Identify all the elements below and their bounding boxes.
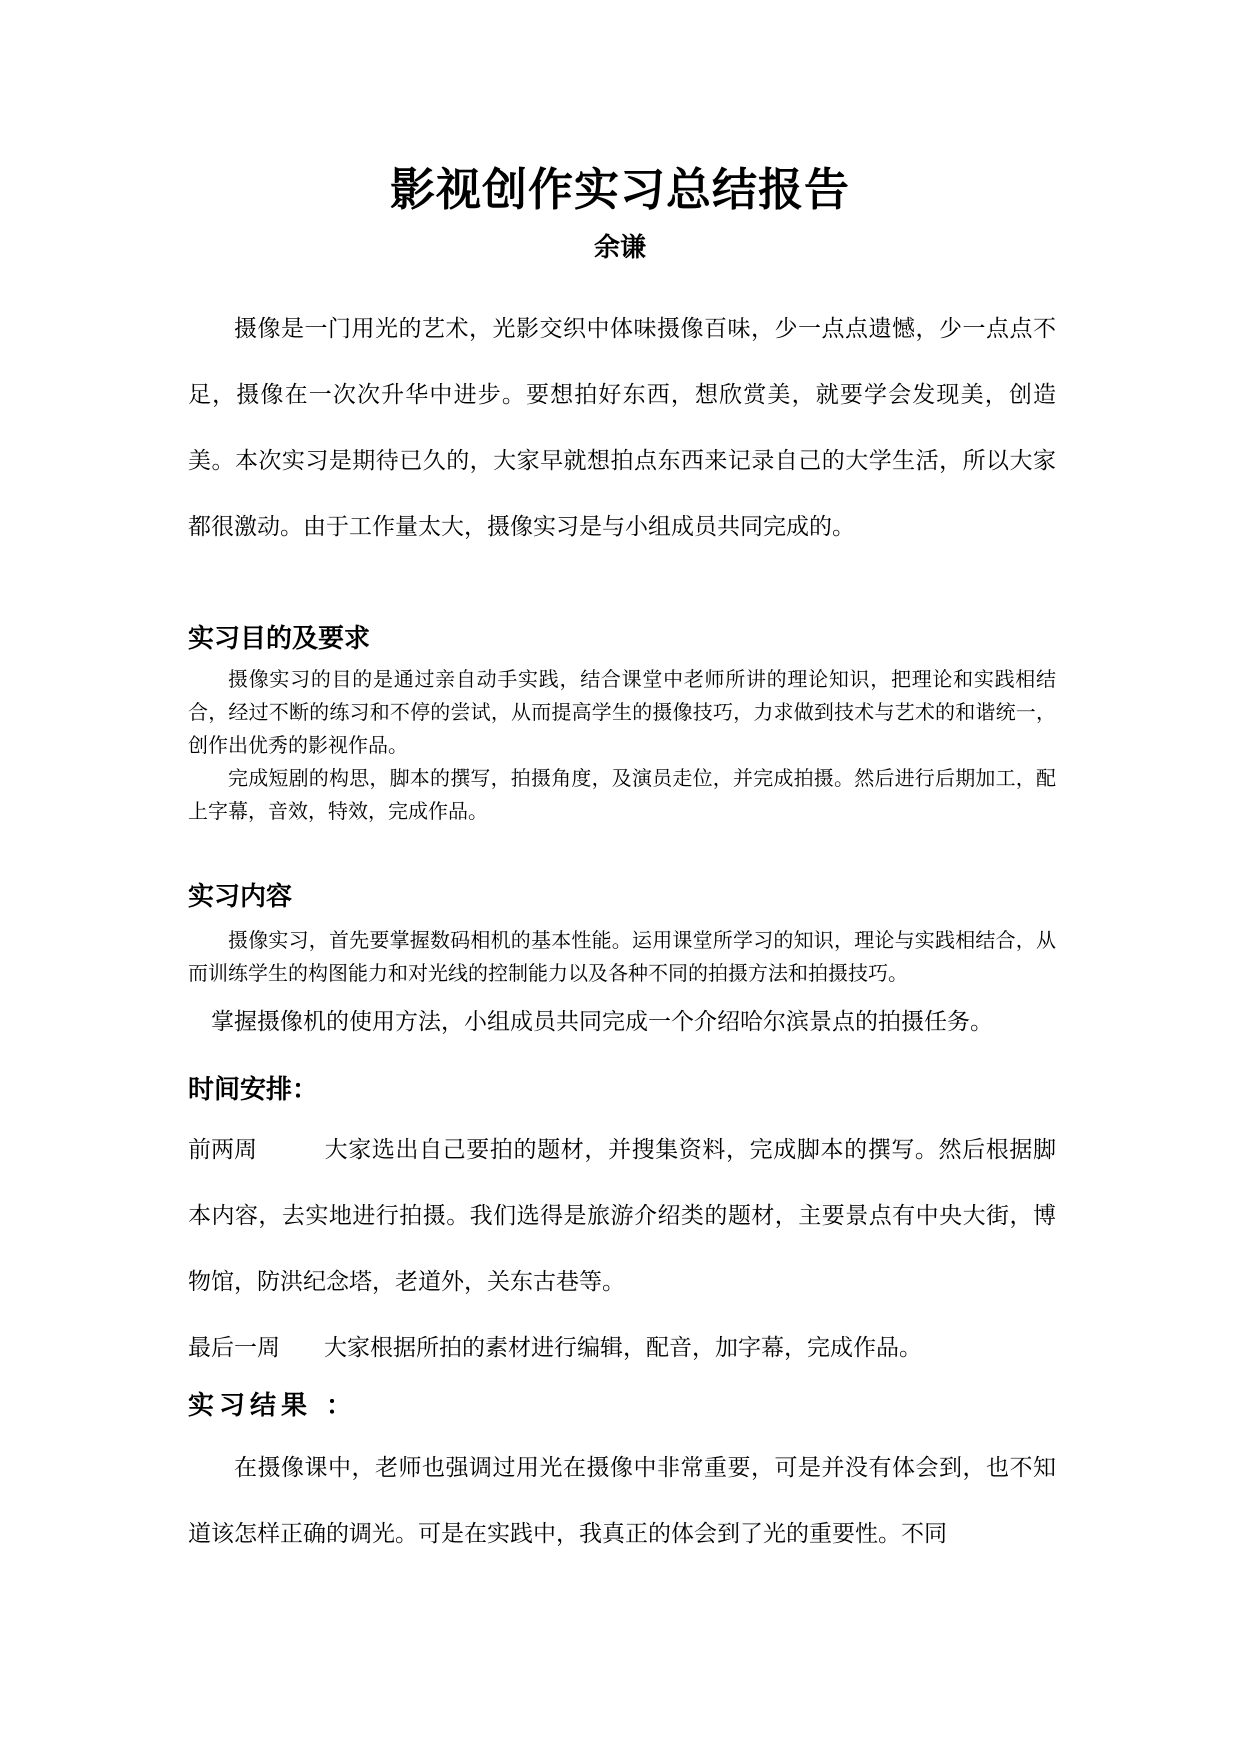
schedule-text: 大家根据所拍的素材进行编辑，配音，加字幕，完成作品。: [324, 1335, 922, 1361]
goal-paragraph-1: 摄像实习的目的是通过亲自动手实践，结合课堂中老师所讲的理论知识，把理论和实践相结合，经过不断的练习和不停的尝试，从而提高学生的摄像技巧，力求做到技术与艺术的和谐统一，创作出优秀的影视作品。: [188, 667, 1056, 757]
section-heading-schedule: 时间安排：: [188, 1075, 319, 1105]
schedule-text: 大家选出自己要拍的题材，并搜集资料，完成脚本的撰写。然后根据脚本内容，去实地进行拍摄。我们选得是旅游介绍类的题材，主要景点有中央大街，博物馆，防洪纪念塔，老道外，关东古巷等。: [188, 1137, 1056, 1295]
section-heading-content: 实习内容: [188, 882, 293, 912]
page-title: 影视创作实习总结报告: [389, 163, 850, 216]
schedule-item: [188, 1315, 1056, 1381]
author-name: 余谦: [593, 233, 646, 263]
section-heading-goal: 实习目的及要求: [188, 624, 371, 654]
section-heading-result: 实习结果 ：: [188, 1391, 358, 1421]
schedule-period: 最后一周: [188, 1335, 280, 1361]
schedule-period: 前两周: [188, 1137, 257, 1163]
goal-paragraph-2: 完成短剧的构思，脚本的撰写，拍摄角度，及演员走位，并完成拍摄。然后进行后期加工，配上字幕，音效，特效，完成作品。: [188, 766, 1056, 823]
intro-paragraph: 摄像是一门用光的艺术，光影交织中体味摄像百味，少一点点遗憾，少一点点不足，摄像在一次次升华中进步。要想拍好东西，想欣赏美，就要学会发现美，创造美。本次实习是期待已久的，大家早就想拍点东西来记录自己的大学生活，所以大家都很激动。由于工作量太大，摄像实习是与小组成员共同完成的。: [188, 316, 1056, 540]
result-paragraph: 在摄像课中，老师也强调过用光在摄像中非常重要，可是并没有体会到，也不知道该怎样正确的调光。可是在实践中，我真正的体会到了光的重要性。不同: [188, 1455, 1056, 1547]
content-task: 掌握摄像机的使用方法，小组成员共同完成一个介绍哈尔滨景点的拍摄任务。: [211, 1009, 993, 1035]
schedule-item: [188, 1117, 1056, 1315]
content-paragraph: 摄像实习，首先要掌握数码相机的基本性能。运用课堂所学习的知识，理论与实践相结合，从而训练学生的构图能力和对光线的控制能力以及各种不同的拍摄方法和拍摄技巧。: [188, 928, 1056, 985]
